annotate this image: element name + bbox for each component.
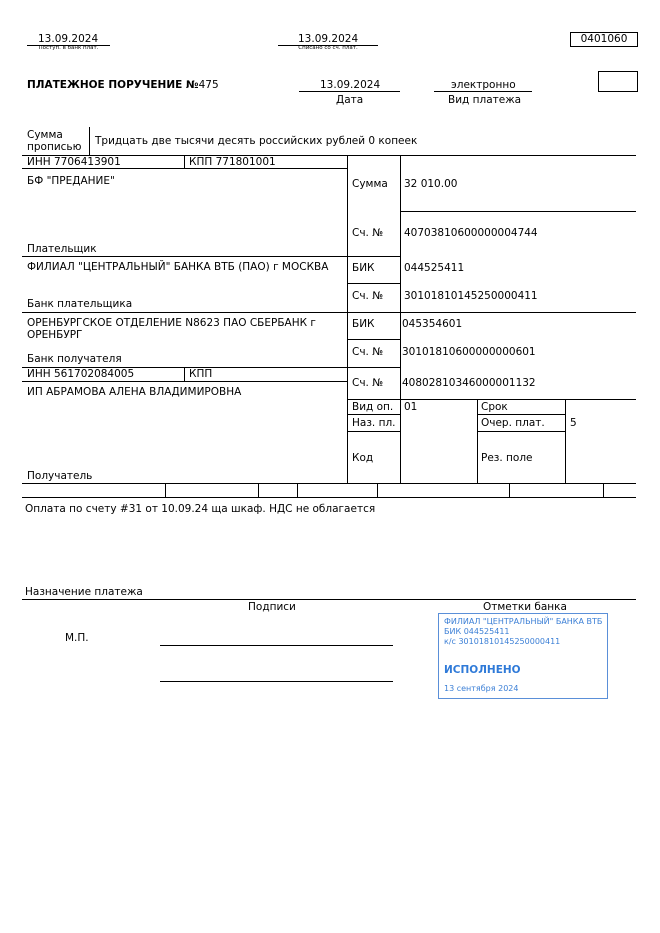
grid-line [477,399,478,483]
form-code: 0401060 [570,32,638,47]
payer-bank-label: Банк плательщика [27,298,133,310]
purpose-code-label: Наз. пл. [352,417,396,429]
payment-type: электронно [451,79,516,91]
grid-line [184,155,185,168]
payment-type-label: Вид платежа [448,94,522,106]
purpose-line [22,599,636,600]
payer-kpp: КПП 771801001 [189,156,276,168]
purpose-text: Оплата по счету #31 от 10.09.24 ща шкаф. НДС не облагается [25,503,376,515]
debited-caption: Списано со сч. плат. [298,45,358,51]
stamp-bik: БИК 044525411 [444,627,510,636]
priority-label: Очер. плат. [481,417,545,429]
op-type-value: 01 [404,401,418,413]
grid-line [603,483,604,497]
stamp-date: 13 сентября 2024 [444,684,519,693]
grid-line [22,483,636,484]
grid-line [377,483,378,497]
term-label: Срок [481,401,508,413]
payee-bank-corr-label: Сч. № [352,346,384,358]
payee-bank-bik: 045354601 [402,318,463,330]
order-number: 475 [198,79,219,91]
payee-account: 40802810346000001132 [402,377,536,389]
payer-bank-bik-label: БИК [352,262,375,274]
received-date: 13.09.2024 [38,33,99,45]
grid-line [258,483,259,497]
order-date-line [299,91,400,92]
signatures-label: Подписи [248,601,296,613]
payer-account: 40703810600000004744 [404,227,538,239]
order-date: 13.09.2024 [320,79,381,91]
signature-line-1 [160,645,393,646]
amount-label: Сумма [352,178,388,190]
stamp-status: ИСПОЛНЕНО [444,664,521,676]
bank-stamp [438,613,608,699]
grid-line [400,211,636,212]
payer-label: Плательщик [27,243,97,255]
payee-bank-label: Банк получателя [27,353,122,365]
amount-words-value: Тридцать две тысячи десять российских рублей 0 копеек [95,135,418,147]
payee-account-label: Сч. № [352,377,384,389]
grid-line [22,256,400,257]
signature-line-2 [160,681,393,682]
payee-name: ИП АБРАМОВА АЛЕНА ВЛАДИМИРОВНА [27,386,242,398]
grid-line [347,155,348,483]
grid-line [22,168,347,169]
payer-inn: ИНН 7706413901 [27,156,121,168]
grid-line [165,483,166,497]
received-caption: Поступ. в банк плат. [38,45,99,51]
grid-line [400,155,401,483]
purpose-label: Назначение платежа [25,586,143,598]
grid-line [347,399,636,400]
payee-kpp: КПП [189,368,213,380]
payer-account-label: Сч. № [352,227,384,239]
grid-line [22,497,636,498]
payee-bank-bik-label: БИК [352,318,375,330]
grid-line [477,414,565,415]
payer-bank-name: ФИЛИАЛ "ЦЕНТРАЛЬНЫЙ" БАНКА ВТБ (ПАО) г МОСКВА [27,261,329,273]
grid-line [347,283,400,284]
payee-bank-name-line2: ОРЕНБУРГ [27,329,83,341]
code-label: Код [352,452,374,464]
amount-words-label: Сумма прописью [27,129,82,153]
grid-line [347,339,400,340]
stamp-bank-name: ФИЛИАЛ "ЦЕНТРАЛЬНЫЙ" БАНКА ВТБ [444,617,603,626]
reserve-label: Рез. поле [481,452,533,464]
payee-inn: ИНН 561702084005 [27,368,135,380]
order-title: ПЛАТЕЖНОЕ ПОРУЧЕНИЕ №475 [27,79,219,91]
bank-marks-label: Отметки банка [483,601,567,613]
order-date-label: Дата [336,94,364,106]
payer-bank-bik: 044525411 [404,262,465,274]
grid-line [22,381,347,382]
grid-line [347,414,400,415]
stamp-corr: к/с 30101810145250000411 [444,637,561,646]
payer-bank-corr-label: Сч. № [352,290,384,302]
grid-line [297,483,298,497]
grid-line [477,431,565,432]
priority-value: 5 [570,417,577,429]
grid-line [565,399,566,483]
grid-line [509,483,510,497]
grid-line [347,431,400,432]
payee-bank-name-line1: ОРЕНБУРГСКОЕ ОТДЕЛЕНИЕ N8623 ПАО СБЕРБАНК г [27,317,316,329]
payment-type-line [434,91,532,92]
seal-label: М.П. [65,632,89,644]
payee-bank-corr: 30101810600000000601 [402,346,536,358]
payer-name: БФ "ПРЕДАНИЕ" [27,175,115,187]
payment-kind-box [598,71,638,92]
amount-words-divider [89,127,90,155]
op-type-label: Вид оп. [352,401,394,413]
amount-value: 32 010.00 [404,178,458,190]
grid-line [22,312,636,313]
grid-line [184,367,185,381]
debited-date: 13.09.2024 [298,33,359,45]
payee-label: Получатель [27,470,93,482]
payer-bank-corr: 30101810145250000411 [404,290,538,302]
